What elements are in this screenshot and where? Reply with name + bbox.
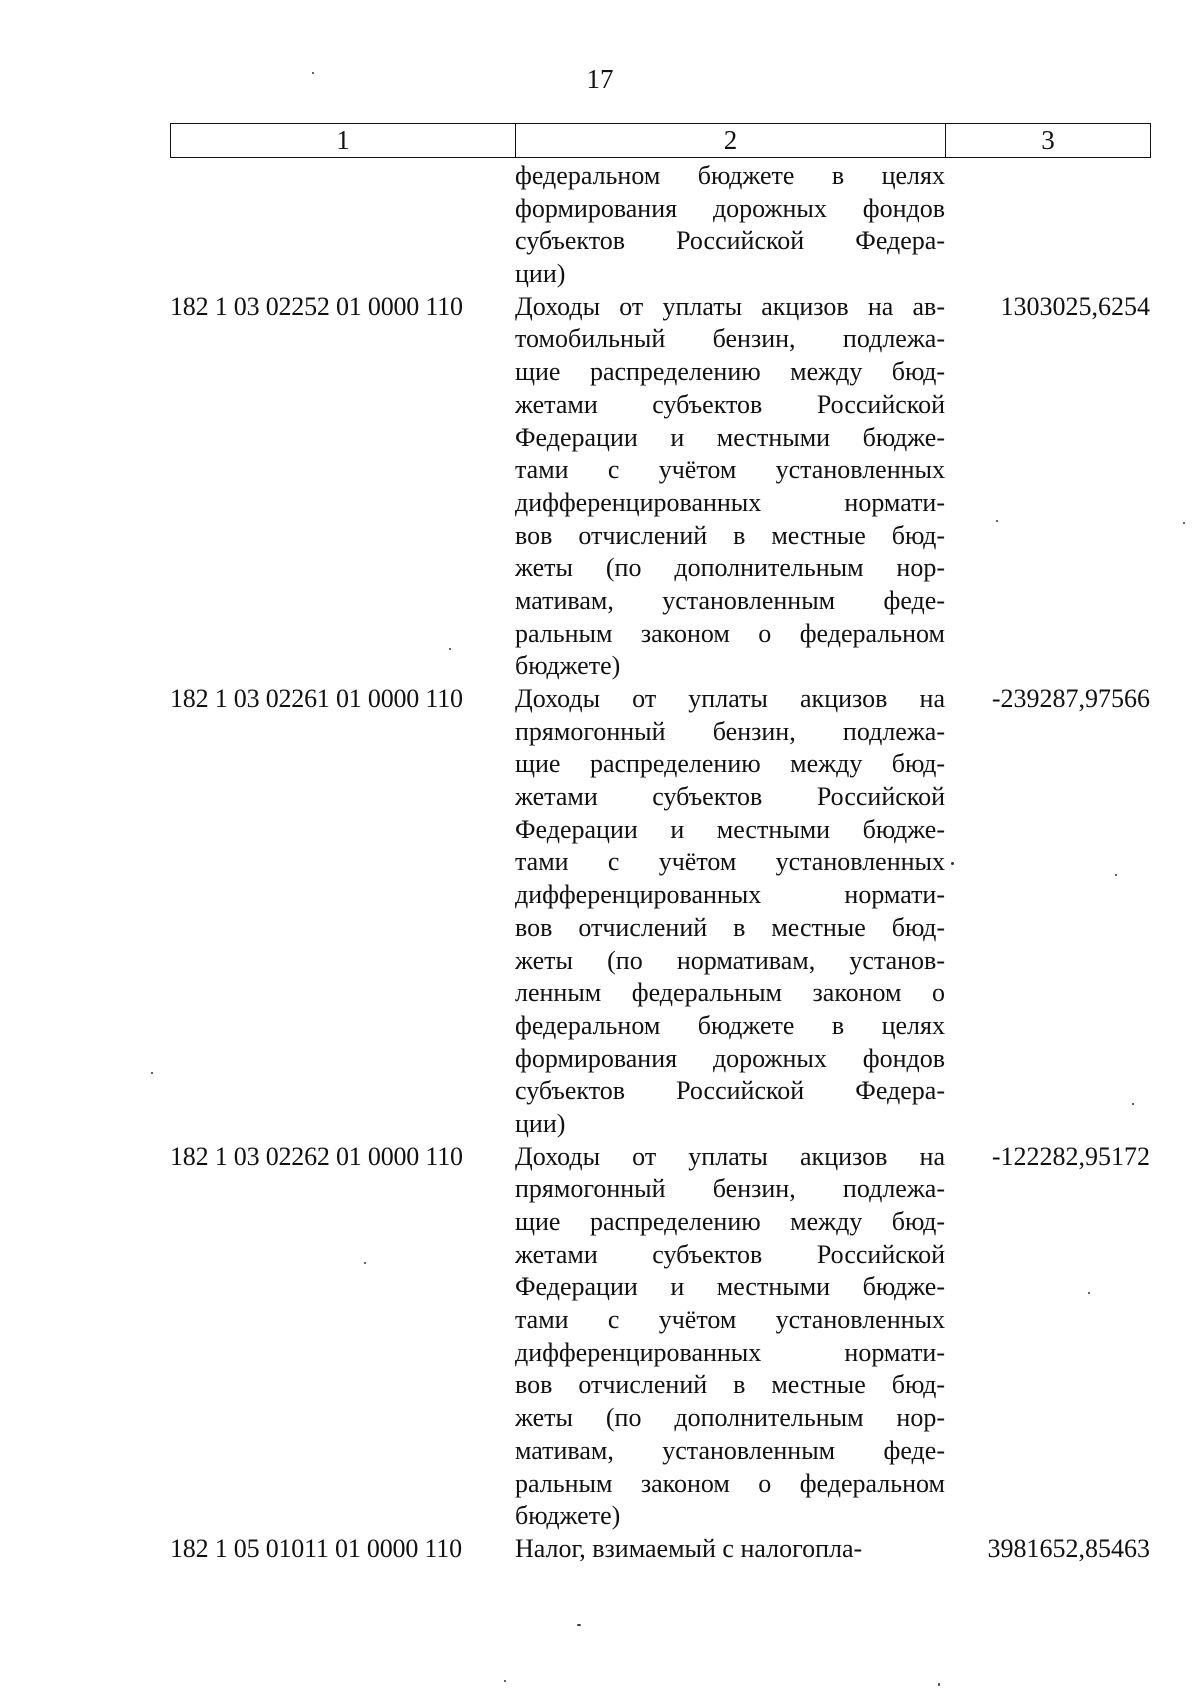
- description-line: Доходы от уплаты акцизов на ав-: [515, 291, 945, 321]
- description-line: тами с учётом установленных: [515, 1305, 945, 1335]
- description-line: вов отчислений в местные бюд-: [515, 1370, 945, 1400]
- description-line: мативам, установленным феде-: [515, 585, 945, 615]
- description-line: вов отчислений в местные бюд-: [515, 520, 945, 550]
- amount-value: 1303025,6254: [1000, 291, 1150, 321]
- description-line: мативам, установленным феде-: [515, 1435, 945, 1465]
- page-number: 17: [586, 64, 614, 94]
- description-line: прямогонный бензин, подлежа-: [515, 1174, 945, 1204]
- description-line: формирования дорожных фондов: [515, 193, 945, 223]
- amount-value: [945, 160, 1150, 291]
- revenue-code: 182 1 03 02261 01 0000 110: [170, 684, 463, 713]
- table-row: [170, 1533, 1150, 1566]
- amount-value: 3981652,85463: [987, 1533, 1150, 1563]
- scan-speck: [504, 1680, 506, 1682]
- table-row: [170, 1141, 1150, 1533]
- scan-speck: [151, 1072, 153, 1074]
- revenue-code: 182 1 03 02252 01 0000 110: [170, 291, 463, 321]
- description-line: субъектов Российской Федера-: [515, 226, 945, 256]
- description-line: прямогонный бензин, подлежа-: [515, 716, 945, 746]
- header-col-1: 1: [171, 124, 516, 158]
- table-row: [170, 683, 1150, 1141]
- description-line: бюджете): [515, 651, 621, 681]
- description-line: тами с учётом установленных: [515, 847, 945, 877]
- description-line: томобильный бензин, подлежа-: [515, 324, 945, 354]
- amount-value: -122282,95172: [991, 1141, 1150, 1171]
- description-line: дифференцированных нормати-: [515, 487, 945, 517]
- table-header: [170, 123, 1151, 158]
- description-line: Федерации и местными бюдже-: [515, 814, 945, 844]
- description-line: жеты (по нормативам, установ-: [515, 945, 945, 975]
- revenue-description: [515, 160, 945, 291]
- scan-speck: [312, 72, 314, 74]
- revenue-code: [170, 160, 515, 291]
- description-line: Федерации и местными бюдже-: [515, 1272, 945, 1302]
- scan-speck: [449, 648, 451, 650]
- scan-speck: [938, 1683, 940, 1686]
- table-row: [170, 291, 1150, 683]
- description-line: ральным законом о федеральном: [515, 618, 945, 648]
- description-line: щие распределению между бюд-: [515, 1207, 945, 1236]
- revenue-table: [170, 160, 1150, 1566]
- description-line: ции): [515, 259, 566, 289]
- scan-speck: [951, 862, 954, 865]
- description-line: вов отчислений в местные бюд-: [515, 912, 945, 942]
- scan-speck: [577, 1624, 581, 1626]
- revenue-description: [515, 683, 945, 1141]
- table-row: [170, 160, 1150, 291]
- header-col-3: 3: [946, 124, 1151, 158]
- description-line: субъектов Российской Федера-: [515, 1076, 945, 1106]
- description-line: дифференцированных нормати-: [515, 1337, 945, 1367]
- description-line: Доходы от уплаты акцизов на: [515, 1141, 945, 1171]
- revenue-code: 182 1 03 02262 01 0000 110: [170, 1141, 463, 1171]
- scan-speck: [364, 1262, 366, 1264]
- description-line: щие распределению между бюд-: [515, 749, 945, 779]
- revenue-description: [515, 1533, 945, 1566]
- description-line: формирования дорожных фондов: [515, 1043, 945, 1073]
- description-line: федеральном бюджете в целях: [515, 1010, 945, 1040]
- revenue-description: [515, 291, 945, 683]
- amount-value: -239287,97566: [991, 684, 1150, 713]
- description-line: ленным федеральным законом о: [515, 978, 945, 1008]
- description-line: Федерации и местными бюдже-: [515, 422, 945, 452]
- scan-speck: [1132, 1103, 1134, 1105]
- description-line: жеты (по дополнительным нор-: [515, 1403, 945, 1433]
- revenue-code: 182 1 05 01011 01 0000 110: [170, 1533, 462, 1563]
- scan-speck: [1115, 874, 1117, 876]
- description-line: Налог, взимаемый с налогопла-: [515, 1533, 863, 1563]
- description-line: жетами субъектов Российской: [515, 1239, 945, 1269]
- description-line: щие распределению между бюд-: [515, 357, 945, 387]
- description-line: жетами субъектов Российской: [515, 782, 945, 812]
- description-line: Доходы от уплаты акцизов на: [515, 684, 945, 713]
- header-col-2: 2: [516, 124, 946, 158]
- table-body: [170, 160, 1150, 1566]
- scan-speck: [1183, 522, 1185, 524]
- description-line: тами с учётом установленных: [515, 455, 945, 485]
- description-line: федеральном бюджете в целях: [515, 161, 945, 190]
- revenue-description: [515, 1141, 945, 1533]
- description-line: ции): [515, 1108, 566, 1138]
- description-line: жетами субъектов Российской: [515, 389, 945, 419]
- description-line: ральным законом о федеральном: [515, 1468, 945, 1498]
- description-line: бюджете): [515, 1501, 621, 1531]
- description-line: жеты (по дополнительным нор-: [515, 553, 945, 583]
- scan-speck: [1088, 1292, 1090, 1294]
- description-line: дифференцированных нормати-: [515, 880, 945, 910]
- scan-speck: [996, 520, 998, 522]
